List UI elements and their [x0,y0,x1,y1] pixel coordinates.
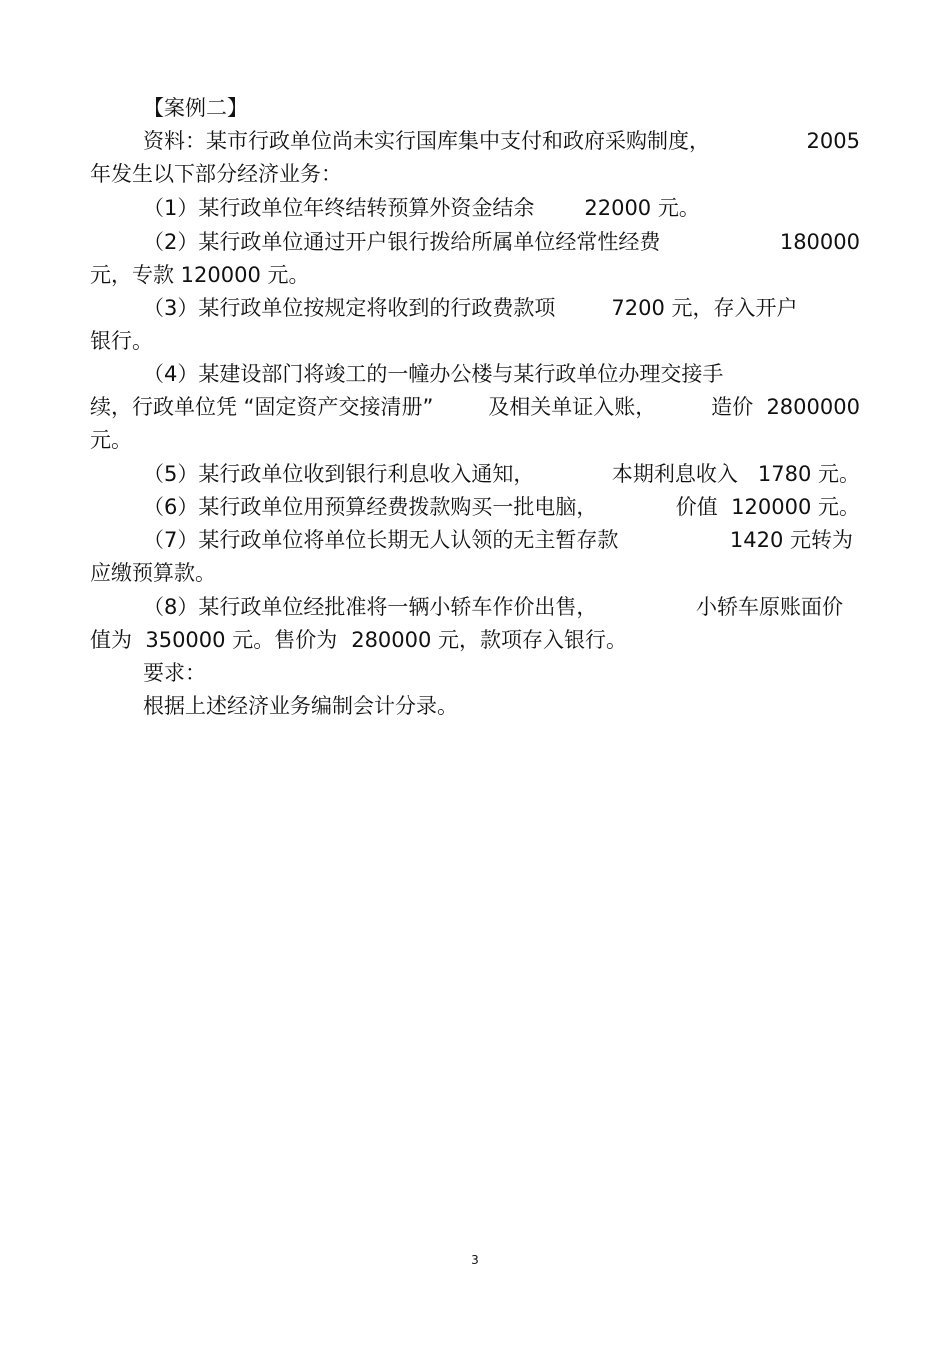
item-8-text-b: 小轿车原账面价 [696,595,843,619]
item-8-text-c1: 值为 350000 元。售价为 [90,628,338,652]
item-5-text: （5）某行政单位收到银行利息收入通知， [143,462,535,486]
item-2-continuation: 元，专款 120000 元。 [90,263,310,287]
item-6 [143,491,860,523]
item-3-amount: 7200 元，存入开户 [611,296,798,320]
item-2 [143,226,860,258]
item-1-text: （1）某行政单位年终结转预算外资金结余 [143,196,535,220]
item-5-amount: 本期利息收入 1780 元。 [611,462,860,486]
intro-line-1 [143,125,860,157]
requirement-text: 根据上述经济业务编制会计分录。 [143,694,458,718]
item-1-amount: 22000 元。 [584,196,700,220]
item-4: （4）某建设部门将竣工的一幢办公楼与某行政单位办理交接手 [143,362,724,386]
item-7-continuation: 应缴预算款。 [90,561,216,585]
requirement-label: 要求： [143,661,206,685]
item-4-continuation: 元。 [90,428,132,452]
item-6-text: （6）某行政单位用预算经费拨款购买一批电脑， [143,495,598,519]
intro-year: 2005 [806,129,860,153]
case-title: 【案例二】 [143,96,248,120]
item-8-continuation [90,624,860,656]
item-5 [143,458,860,490]
item-1 [143,192,860,224]
item-4-text-b1: 续，行政单位凭 “固定资产交接清册” [90,395,434,419]
item-7-amount: 1420 元转为 [729,528,853,552]
item-3-continuation: 银行。 [90,329,153,353]
item-2-text: （2）某行政单位通过开户银行拨给所属单位经常性经费 [143,230,661,254]
item-7 [143,524,853,556]
item-2-amount: 180000 [779,230,860,254]
item-6-amount: 价值 120000 元。 [675,495,860,519]
item-8 [143,591,843,623]
item-4-cost: 造价 2800000 [711,395,860,419]
intro-line-2: 年发生以下部分经济业务： [90,162,342,186]
page-number: 3 [471,1253,479,1267]
item-3-text: （3）某行政单位按规定将收到的行政费款项 [143,296,556,320]
item-8-text: （8）某行政单位经批准将一辆小轿车作价出售， [143,595,598,619]
item-4-text-b2: 及相关单证入账， [488,395,657,419]
item-7-text: （7）某行政单位将单位长期无人认领的无主暂存款 [143,528,619,552]
intro-text: 资料：某市行政单位尚未实行国库集中支付和政府采购制度， [143,129,710,153]
item-8-text-c2: 280000 元，款项存入银行。 [351,628,628,652]
item-4-line-2 [90,391,860,423]
item-3 [143,292,860,324]
